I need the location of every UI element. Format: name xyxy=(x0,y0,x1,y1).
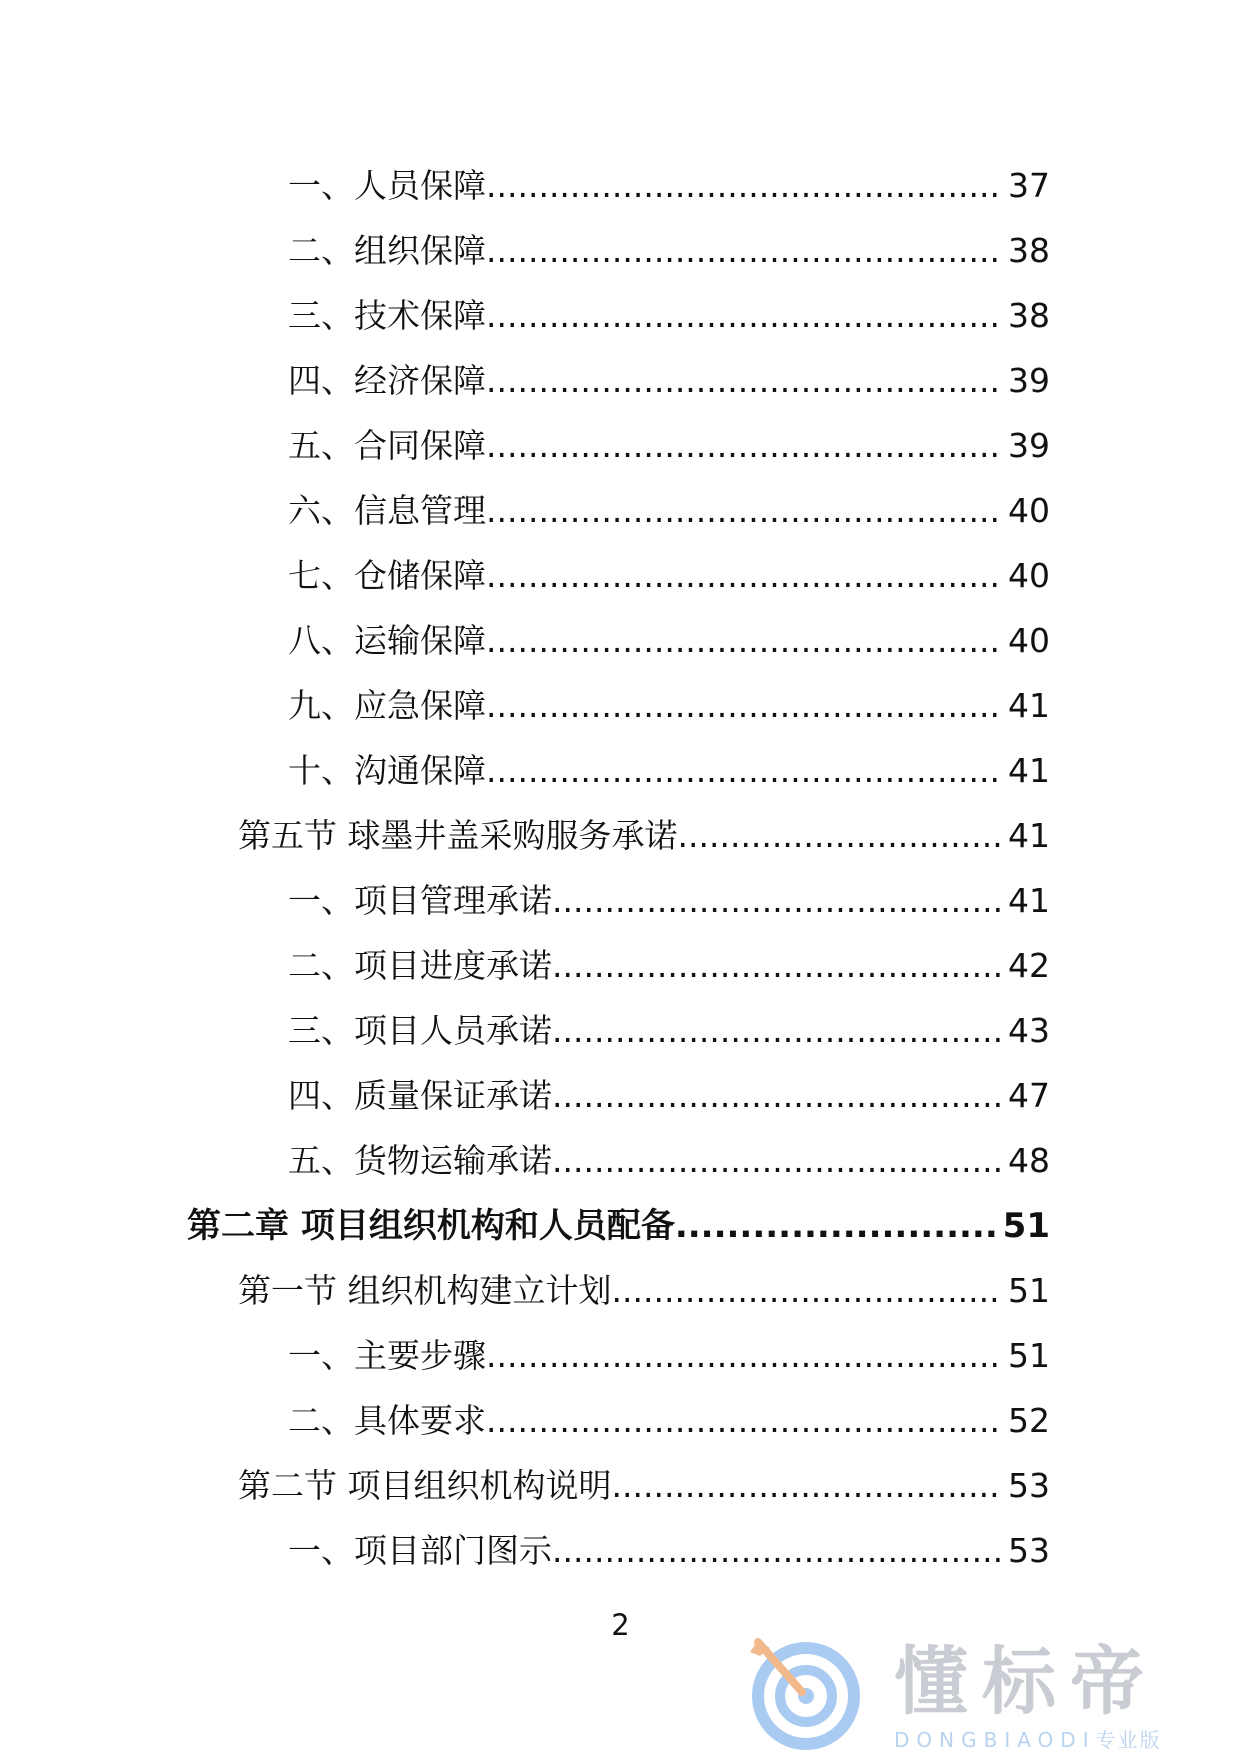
toc-entry-page: 53 xyxy=(1008,1531,1050,1570)
toc-entry[interactable] xyxy=(0,749,1241,814)
toc-entry[interactable] xyxy=(0,229,1241,294)
toc-entry-title: 一、项目部门图示 xyxy=(288,1531,552,1570)
toc-entry[interactable] xyxy=(0,1529,1241,1594)
toc-entry-page: 39 xyxy=(1008,361,1050,400)
table-of-contents xyxy=(0,164,1241,1594)
watermark-logo xyxy=(744,1628,1239,1754)
toc-leader xyxy=(675,1204,1000,1248)
toc-entry-title: 九、应急保障 xyxy=(288,686,486,725)
toc-leader xyxy=(486,489,1000,533)
toc-leader xyxy=(486,294,1000,338)
toc-entry-page: 40 xyxy=(1008,491,1050,530)
toc-leader xyxy=(486,554,1000,598)
toc-entry-title: 第五节 球墨井盖采购服务承诺 xyxy=(238,816,678,855)
toc-leader xyxy=(486,1334,1000,1378)
watermark-brand: 懂标帝 xyxy=(894,1639,1158,1725)
toc-entry[interactable] xyxy=(0,944,1241,1009)
toc-entry-page: 51 xyxy=(1008,1271,1050,1310)
toc-entry-title: 三、项目人员承诺 xyxy=(288,1011,552,1050)
toc-entry[interactable] xyxy=(0,554,1241,619)
toc-chapter-entry[interactable] xyxy=(0,1204,1241,1269)
toc-entry[interactable] xyxy=(0,1399,1241,1464)
toc-entry-page: 38 xyxy=(1008,231,1050,270)
toc-entry-page: 43 xyxy=(1008,1011,1050,1050)
toc-entry[interactable] xyxy=(0,424,1241,489)
toc-entry-title: 一、人员保障 xyxy=(288,166,486,205)
toc-entry-title: 第二节 项目组织机构说明 xyxy=(238,1466,612,1505)
toc-entry-title: 一、项目管理承诺 xyxy=(288,881,552,920)
toc-leader xyxy=(486,684,1000,728)
toc-entry-title: 二、组织保障 xyxy=(288,231,486,270)
toc-entry-page: 48 xyxy=(1008,1141,1050,1180)
toc-entry-page: 41 xyxy=(1008,816,1050,855)
toc-leader xyxy=(678,814,1001,858)
toc-entry-title: 六、信息管理 xyxy=(288,491,486,530)
toc-entry-page: 47 xyxy=(1008,1076,1050,1115)
toc-section-entry[interactable] xyxy=(0,814,1241,879)
toc-leader xyxy=(486,749,1000,793)
toc-leader xyxy=(552,1139,1000,1183)
toc-entry-title: 二、项目进度承诺 xyxy=(288,946,552,985)
toc-entry-page: 41 xyxy=(1008,751,1050,790)
toc-entry-title: 第二章 项目组织机构和人员配备 xyxy=(187,1206,675,1246)
toc-leader xyxy=(552,1009,1000,1053)
toc-entry-page: 38 xyxy=(1008,296,1050,335)
toc-leader xyxy=(612,1269,1001,1313)
toc-entry[interactable] xyxy=(0,879,1241,944)
toc-section-entry[interactable] xyxy=(0,1269,1241,1334)
toc-entry[interactable] xyxy=(0,1009,1241,1074)
toc-entry[interactable] xyxy=(0,1334,1241,1399)
toc-entry-title: 八、运输保障 xyxy=(288,621,486,660)
toc-entry[interactable] xyxy=(0,1074,1241,1139)
toc-entry[interactable] xyxy=(0,489,1241,554)
toc-entry-title: 一、主要步骤 xyxy=(288,1336,486,1375)
toc-leader xyxy=(486,359,1000,403)
toc-entry[interactable] xyxy=(0,294,1241,359)
toc-entry[interactable] xyxy=(0,359,1241,424)
toc-leader xyxy=(486,164,1000,208)
watermark-subtitle-cn: 专业版 xyxy=(1095,1728,1162,1752)
toc-entry-page: 40 xyxy=(1008,621,1050,660)
page-number: 2 xyxy=(611,1608,630,1642)
toc-entry-page: 53 xyxy=(1008,1466,1050,1505)
toc-entry-page: 52 xyxy=(1008,1401,1050,1440)
target-arrow-icon xyxy=(748,1638,860,1750)
toc-leader xyxy=(486,619,1000,663)
watermark-subtitle-latin: DONGBIAODI xyxy=(894,1728,1096,1752)
toc-entry-title: 七、仓储保障 xyxy=(288,556,486,595)
toc-leader xyxy=(486,229,1000,273)
toc-entry-title: 五、合同保障 xyxy=(288,426,486,465)
toc-entry[interactable] xyxy=(0,1139,1241,1204)
toc-entry-page: 51 xyxy=(1008,1336,1050,1375)
toc-section-entry[interactable] xyxy=(0,1464,1241,1529)
toc-leader xyxy=(552,1074,1000,1118)
toc-leader xyxy=(486,1399,1000,1443)
toc-leader xyxy=(552,1529,1000,1573)
watermark-subtitle xyxy=(894,1724,1162,1753)
toc-leader xyxy=(552,879,1000,923)
toc-entry-title: 第一节 组织机构建立计划 xyxy=(238,1271,612,1310)
toc-entry[interactable] xyxy=(0,684,1241,749)
toc-entry-title: 十、沟通保障 xyxy=(288,751,486,790)
toc-entry-title: 四、经济保障 xyxy=(288,361,486,400)
toc-entry-title: 四、质量保证承诺 xyxy=(288,1076,552,1115)
toc-leader xyxy=(612,1464,1001,1508)
toc-entry-page: 41 xyxy=(1008,686,1050,725)
toc-entry-page: 37 xyxy=(1008,166,1050,205)
toc-entry-page: 40 xyxy=(1008,556,1050,595)
toc-entry-page: 41 xyxy=(1008,881,1050,920)
toc-entry-title: 二、具体要求 xyxy=(288,1401,486,1440)
toc-leader xyxy=(486,424,1000,468)
toc-entry-title: 五、货物运输承诺 xyxy=(288,1141,552,1180)
toc-entry-page: 51 xyxy=(1002,1206,1050,1246)
toc-entry[interactable] xyxy=(0,164,1241,229)
toc-entry-title: 三、技术保障 xyxy=(288,296,486,335)
toc-entry[interactable] xyxy=(0,619,1241,684)
toc-leader xyxy=(552,944,1000,988)
toc-entry-page: 42 xyxy=(1008,946,1050,985)
toc-entry-page: 39 xyxy=(1008,426,1050,465)
